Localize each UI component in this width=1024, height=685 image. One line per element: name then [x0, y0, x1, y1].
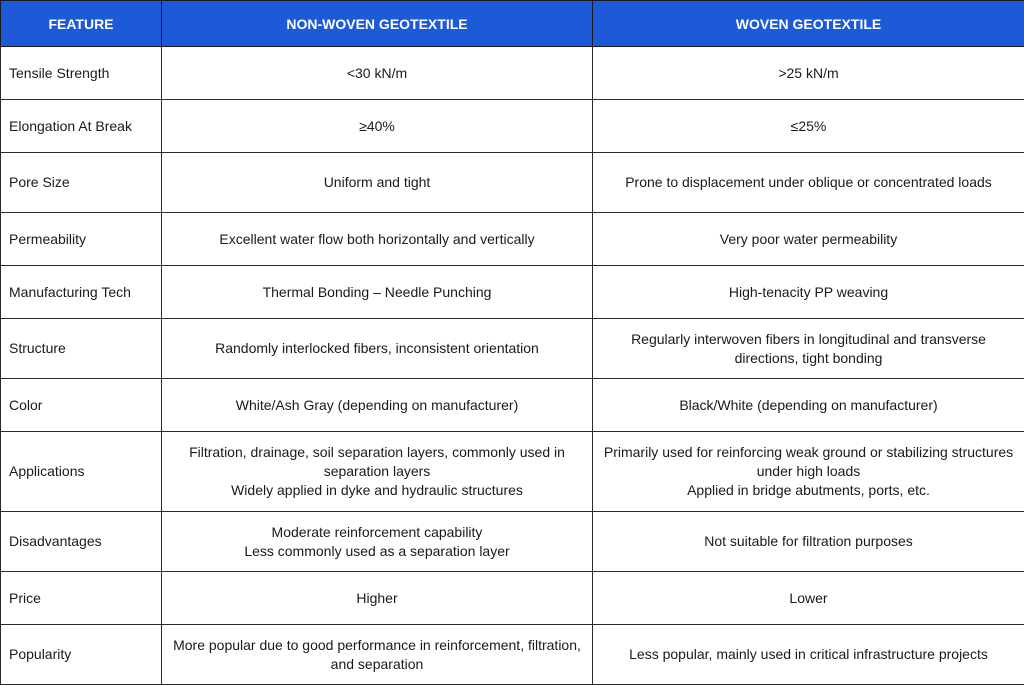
- header-woven: WOVEN GEOTEXTILE: [593, 1, 1024, 47]
- woven-cell-line: High-tenacity PP weaving: [601, 283, 1016, 302]
- nonwoven-cell: [162, 153, 593, 213]
- feature-cell: Pore Size: [1, 153, 162, 213]
- table-row: [1, 512, 1024, 572]
- nonwoven-cell: [162, 213, 593, 266]
- feature-cell: Applications: [1, 432, 162, 512]
- table-header: [1, 1, 1024, 47]
- table-body: [1, 47, 1024, 685]
- nonwoven-cell: [162, 572, 593, 625]
- woven-cell: [593, 266, 1024, 319]
- nonwoven-cell: [162, 100, 593, 153]
- woven-cell-line: Not suitable for filtration purposes: [601, 532, 1016, 551]
- woven-cell-line: Regularly interwoven fibers in longitudinal and transverse directions, tight bonding: [601, 330, 1016, 368]
- nonwoven-cell-line: Widely applied in dyke and hydraulic structures: [170, 481, 584, 500]
- feature-cell: Tensile Strength: [1, 47, 162, 100]
- nonwoven-cell: [162, 266, 593, 319]
- table-row: [1, 153, 1024, 213]
- nonwoven-cell-line: Higher: [170, 589, 584, 608]
- woven-cell-line: Primarily used for reinforcing weak ground or stabilizing structures under high loads: [601, 443, 1016, 481]
- table-row: [1, 625, 1024, 685]
- header-nonwoven: NON-WOVEN GEOTEXTILE: [162, 1, 593, 47]
- nonwoven-cell-line: Randomly interlocked fibers, inconsistent orientation: [170, 339, 584, 358]
- woven-cell-line: ≤25%: [601, 117, 1016, 136]
- feature-cell: Elongation At Break: [1, 100, 162, 153]
- feature-cell: Manufacturing Tech: [1, 266, 162, 319]
- woven-cell: [593, 512, 1024, 572]
- table-row: [1, 213, 1024, 266]
- nonwoven-cell-line: Moderate reinforcement capability: [170, 523, 584, 542]
- nonwoven-cell-line: White/Ash Gray (depending on manufacturer): [170, 396, 584, 415]
- woven-cell: [593, 213, 1024, 266]
- nonwoven-cell-line: Thermal Bonding – Needle Punching: [170, 283, 584, 302]
- feature-cell: Structure: [1, 319, 162, 379]
- feature-cell: Popularity: [1, 625, 162, 685]
- table-row: [1, 432, 1024, 512]
- woven-cell: [593, 432, 1024, 512]
- feature-cell: Disadvantages: [1, 512, 162, 572]
- woven-cell: [593, 625, 1024, 685]
- nonwoven-cell: [162, 432, 593, 512]
- woven-cell-line: Lower: [601, 589, 1016, 608]
- table-row: [1, 47, 1024, 100]
- nonwoven-cell-line: ≥40%: [170, 117, 584, 136]
- woven-cell-line: Very poor water permeability: [601, 230, 1016, 249]
- woven-cell: [593, 572, 1024, 625]
- nonwoven-cell-line: Filtration, drainage, soil separation layers, commonly used in separation layers: [170, 443, 584, 481]
- header-feature: FEATURE: [1, 1, 162, 47]
- woven-cell: [593, 47, 1024, 100]
- woven-cell: [593, 100, 1024, 153]
- woven-cell-line: Applied in bridge abutments, ports, etc.: [601, 481, 1016, 500]
- feature-cell: Permeability: [1, 213, 162, 266]
- nonwoven-cell: [162, 625, 593, 685]
- woven-cell: [593, 319, 1024, 379]
- header-row: [1, 1, 1024, 47]
- feature-cell: Price: [1, 572, 162, 625]
- nonwoven-cell-line: Excellent water flow both horizontally and vertically: [170, 230, 584, 249]
- woven-cell-line: Less popular, mainly used in critical infrastructure projects: [601, 645, 1016, 664]
- nonwoven-cell-line: More popular due to good performance in reinforcement, filtration, and separation: [170, 636, 584, 674]
- woven-cell-line: Black/White (depending on manufacturer): [601, 396, 1016, 415]
- woven-cell-line: >25 kN/m: [601, 64, 1016, 83]
- woven-cell: [593, 153, 1024, 213]
- table-row: [1, 379, 1024, 432]
- nonwoven-cell: [162, 512, 593, 572]
- table-row: [1, 572, 1024, 625]
- nonwoven-cell-line: Less commonly used as a separation layer: [170, 542, 584, 561]
- nonwoven-cell-line: Uniform and tight: [170, 173, 584, 192]
- nonwoven-cell: [162, 379, 593, 432]
- nonwoven-cell-line: <30 kN/m: [170, 64, 584, 83]
- nonwoven-cell: [162, 47, 593, 100]
- table-row: [1, 319, 1024, 379]
- nonwoven-cell: [162, 319, 593, 379]
- table-row: [1, 266, 1024, 319]
- woven-cell: [593, 379, 1024, 432]
- table-row: [1, 100, 1024, 153]
- feature-cell: Color: [1, 379, 162, 432]
- woven-cell-line: Prone to displacement under oblique or concentrated loads: [601, 173, 1016, 192]
